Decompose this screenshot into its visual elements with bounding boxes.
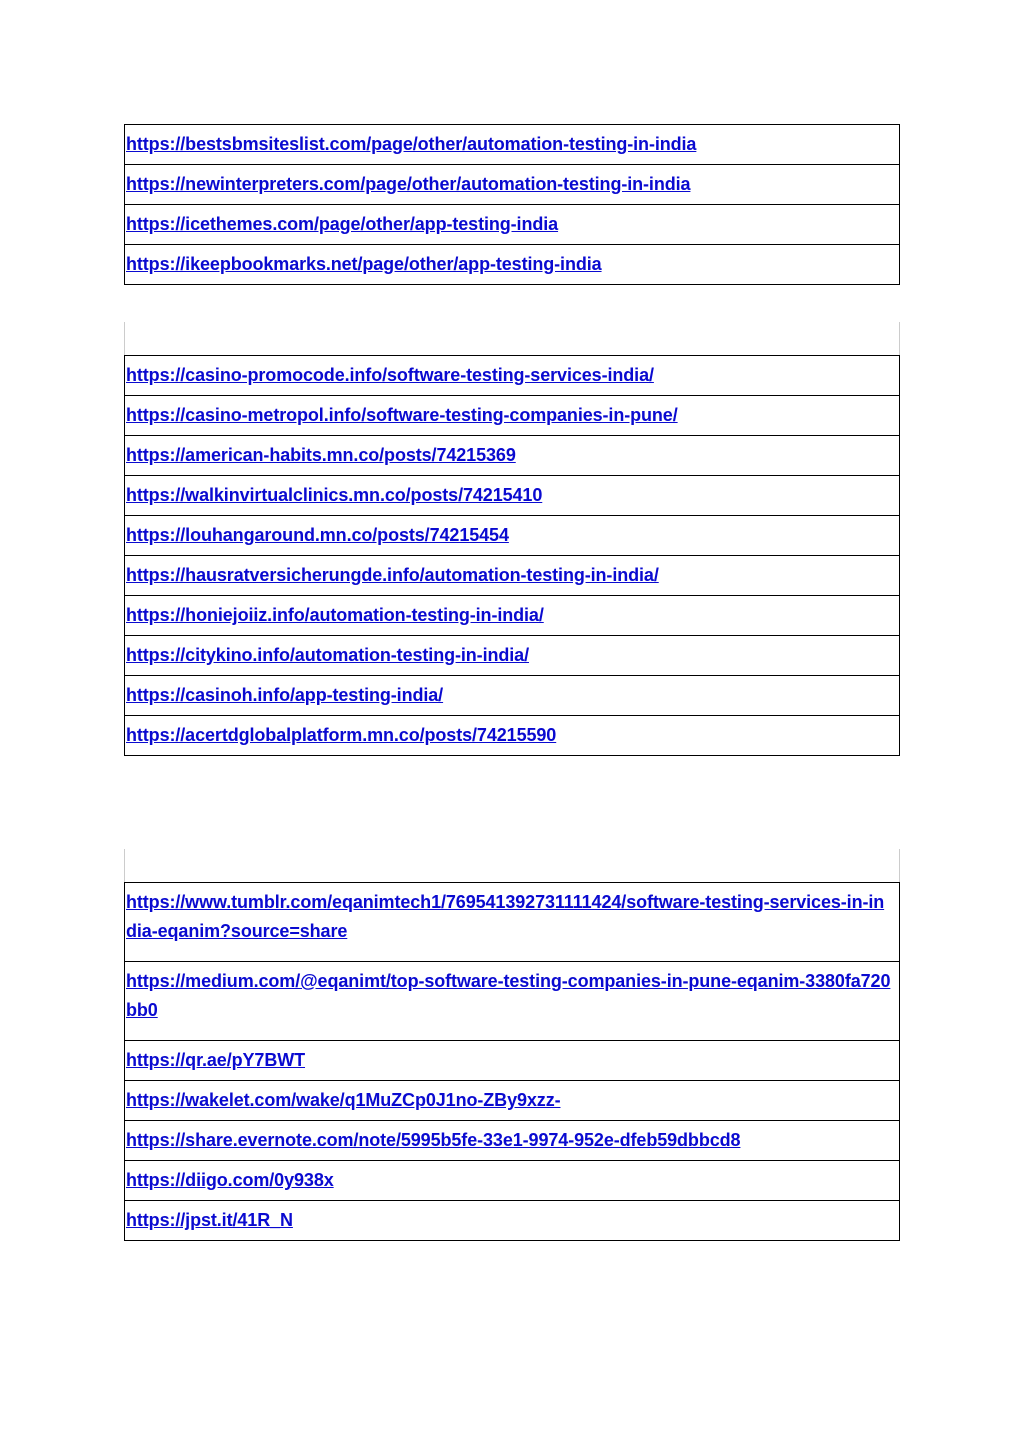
- table-row: [125, 396, 900, 436]
- link-cell: [125, 165, 900, 205]
- link-cell: [125, 125, 900, 165]
- link[interactable]: https://qr.ae/pY7BWT: [126, 1050, 306, 1070]
- link-cell: [125, 1081, 900, 1121]
- link-table: [124, 882, 900, 1241]
- link[interactable]: https://icethemes.com/page/other/app-testing-india: [126, 214, 559, 234]
- table-row: [125, 356, 900, 396]
- table-row: [125, 1121, 900, 1161]
- link-cell: [125, 205, 900, 245]
- link-cell: [125, 676, 900, 716]
- link[interactable]: https://share.evernote.com/note/5995b5fe-33e1-9974-952e-dfeb59dbbcd8: [126, 1130, 741, 1150]
- table-row: [125, 476, 900, 516]
- table-row: [125, 676, 900, 716]
- link-cell: [125, 1161, 900, 1201]
- link-table: [124, 124, 900, 285]
- link[interactable]: https://citykino.info/automation-testing-in-india/: [126, 645, 529, 665]
- link-cell: [125, 476, 900, 516]
- link-cell: [125, 356, 900, 396]
- link-cell: [125, 516, 900, 556]
- table-row: [125, 1201, 900, 1241]
- link[interactable]: https://casino-promocode.info/software-testing-services-india/: [126, 365, 654, 385]
- link-cell: [125, 716, 900, 756]
- table-row: [125, 245, 900, 285]
- link[interactable]: https://louhangaround.mn.co/posts/74215454: [126, 525, 509, 545]
- table-row: [125, 165, 900, 205]
- table-row: [125, 125, 900, 165]
- link[interactable]: https://honiejoiiz.info/automation-testing-in-india/: [126, 605, 544, 625]
- table-row: [125, 1081, 900, 1121]
- link[interactable]: https://medium.com/@eqanimt/top-software-testing-companies-in-pune-eqanim-3380fa720bb0: [126, 971, 891, 1020]
- link[interactable]: https://jpst.it/41R_N: [126, 1210, 293, 1230]
- table-row: [125, 962, 900, 1041]
- link-cell: [125, 1041, 900, 1081]
- table-row: [125, 636, 900, 676]
- link-cell: [125, 883, 900, 962]
- link[interactable]: https://diigo.com/0y938x: [126, 1170, 334, 1190]
- table-spacer: [124, 849, 900, 882]
- link[interactable]: https://www.tumblr.com/eqanimtech1/769541392731111424/software-testing-services-in-india-eqanim?source=share: [126, 892, 885, 941]
- table-row: [125, 1161, 900, 1201]
- link[interactable]: https://walkinvirtualclinics.mn.co/posts/74215410: [126, 485, 543, 505]
- table-row: [125, 883, 900, 962]
- link-cell: [125, 436, 900, 476]
- link-cell: [125, 1201, 900, 1241]
- link[interactable]: https://wakelet.com/wake/q1MuZCp0J1no-ZBy9xzz-: [126, 1090, 561, 1110]
- link-cell: [125, 396, 900, 436]
- table-row: [125, 716, 900, 756]
- link[interactable]: https://bestsbmsiteslist.com/page/other/automation-testing-in-india: [126, 134, 697, 154]
- table-row: [125, 205, 900, 245]
- link[interactable]: https://hausratversicherungde.info/automation-testing-in-india/: [126, 565, 659, 585]
- table-row: [125, 1041, 900, 1081]
- link-table: [124, 355, 900, 756]
- link[interactable]: https://casinoh.info/app-testing-india/: [126, 685, 444, 705]
- table-row: [125, 556, 900, 596]
- link[interactable]: https://newinterpreters.com/page/other/automation-testing-in-india: [126, 174, 691, 194]
- link[interactable]: https://american-habits.mn.co/posts/74215369: [126, 445, 516, 465]
- link-cell: [125, 636, 900, 676]
- table-row: [125, 436, 900, 476]
- link[interactable]: https://acertdglobalplatform.mn.co/posts/74215590: [126, 725, 557, 745]
- table-spacer: [124, 322, 900, 355]
- link[interactable]: https://ikeepbookmarks.net/page/other/app-testing-india: [126, 254, 602, 274]
- link-cell: [125, 962, 900, 1041]
- link-cell: [125, 596, 900, 636]
- link[interactable]: https://casino-metropol.info/software-testing-companies-in-pune/: [126, 405, 678, 425]
- link-cell: [125, 245, 900, 285]
- table-row: [125, 516, 900, 556]
- table-row: [125, 596, 900, 636]
- link-cell: [125, 1121, 900, 1161]
- link-cell: [125, 556, 900, 596]
